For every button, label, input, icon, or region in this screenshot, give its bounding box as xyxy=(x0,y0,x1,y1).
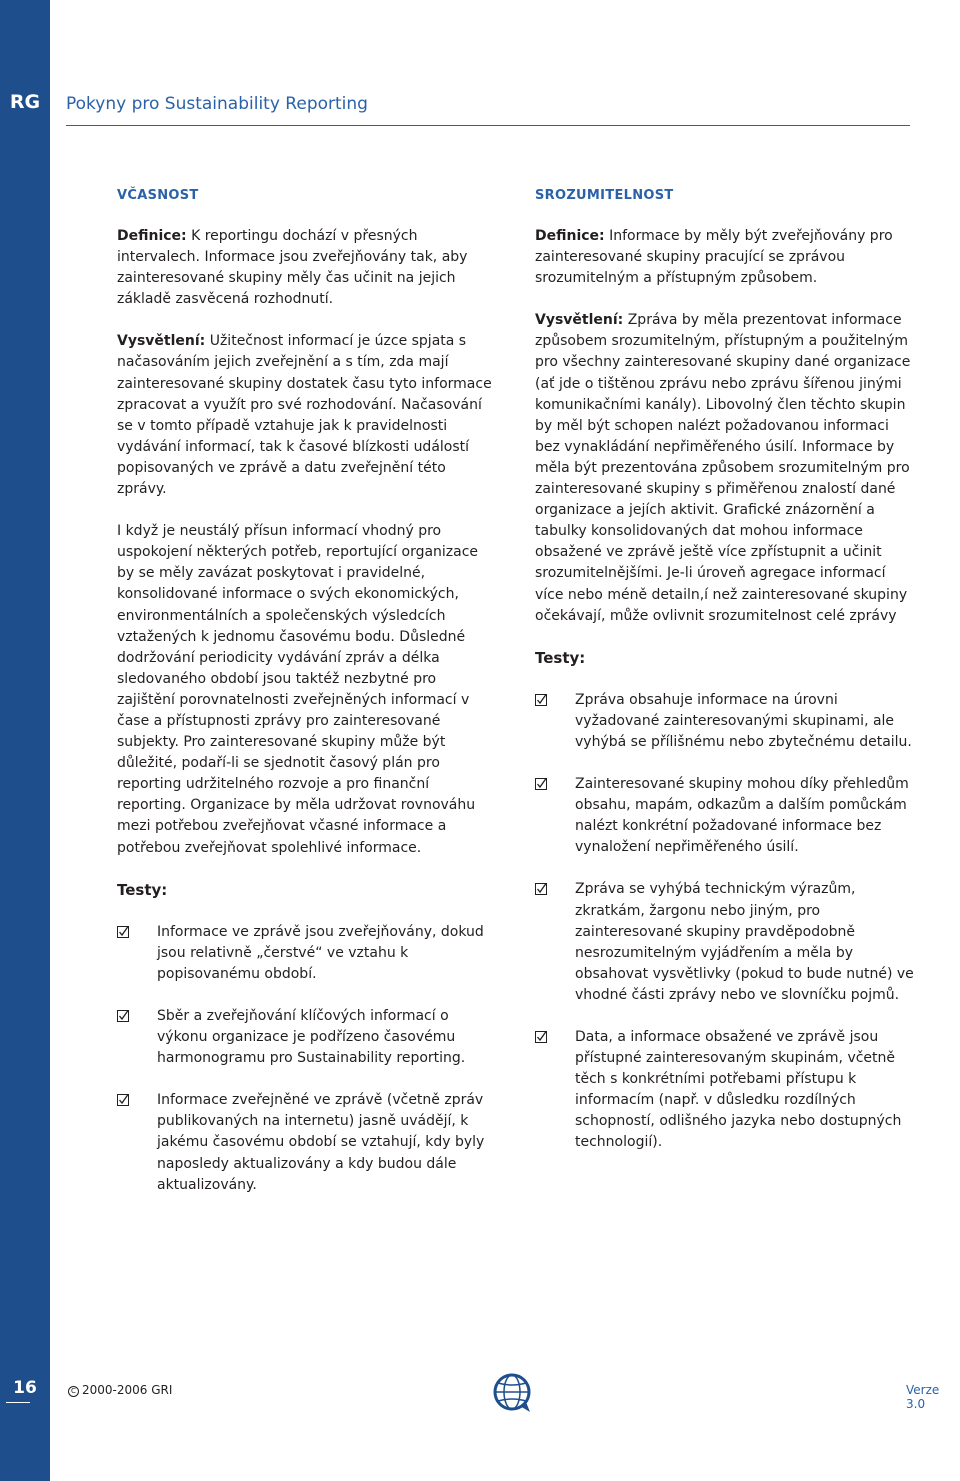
explanation-label: Vysvětlení: xyxy=(117,333,206,350)
header-divider xyxy=(66,125,910,126)
explanation-text: Užitečnost informací je úzce spjata s načasováním jejich zveřejnění a s tím, zda mají zainteresované skupiny dostatek času tyto informace zpracovat a využít pro své rozhodování. Načasování se v tomto případě vztahuje jak k pravidelnosti vydávání informací, tak k časové blízkosti událostí popisovaných ve zprávě a datu zveřejnění této zprávy. xyxy=(117,333,492,498)
section-label: RG xyxy=(9,91,41,113)
test-item xyxy=(535,1027,915,1154)
copyright-text: 2000-2006 GRI xyxy=(82,1383,173,1397)
left-column xyxy=(117,185,497,1217)
definition-label: Definice: xyxy=(117,228,187,244)
checkbox-checked-icon xyxy=(535,883,547,895)
test-item xyxy=(535,879,915,1006)
test-item xyxy=(117,922,497,985)
definition-label: Definice: xyxy=(535,228,605,244)
checkbox-checked-icon xyxy=(535,778,547,790)
test-item xyxy=(535,774,915,858)
checkbox-checked-icon xyxy=(117,1094,129,1106)
explanation-paragraph xyxy=(117,331,497,500)
page-number: 16 xyxy=(13,1378,37,1398)
copyright-icon: C xyxy=(68,1386,79,1397)
page-title: Pokyny pro Sustainability Reporting xyxy=(66,94,368,114)
version-label: Verze 3.0 xyxy=(906,1383,940,1411)
checkbox-checked-icon xyxy=(535,1031,547,1043)
section-heading-clarity: SROZUMITELNOST xyxy=(535,188,674,203)
checkbox-checked-icon xyxy=(535,694,547,706)
test-item xyxy=(117,1006,497,1069)
definition-paragraph xyxy=(117,226,497,310)
section-heading-timeliness: VČASNOST xyxy=(117,188,199,203)
test-item xyxy=(117,1090,497,1195)
definition-text: K reportingu dochází v přesných intervalech. Informace jsou zveřejňovány tak, aby zainteresované skupiny měly čas učinit na jejich základě zasvěcená rozhodnutí. xyxy=(117,228,468,308)
test-text: Informace ve zprávě jsou zveřejňovány, dokud jsou relativně „čerstvé“ ve vztahu k popisovanému období. xyxy=(157,923,484,982)
footer-copyright xyxy=(68,1383,172,1397)
checkbox-checked-icon xyxy=(117,926,129,938)
test-text: Data, a informace obsažené ve zprávě jsou přístupné zainteresovaným skupinám, včetně těch s konkrétními potřebami přístupu k informacím (např. v důsledku rozdílných schopností, odlišného jazyka nebo dostupných technologií). xyxy=(575,1029,902,1151)
tests-heading: Testy: xyxy=(535,648,586,667)
test-item xyxy=(535,690,915,753)
explanation-label: Vysvětlení: xyxy=(535,312,624,329)
explanation-text: Zpráva by měla prezentovat informace způsobem srozumitelným, přístupným a použitelným pro všechny zainteresované skupiny dané organizace (ať jde o tištěnou zprávu nebo zprávu šířenou jinými komunikačními kanály). Libovolný člen těchto skupin by měl být schopen nalézt požadovanou informaci bez vynakládání nepřiměřeného úsilí. Informace by měla být prezentována způsobem srozumitelným pro zainteresované skupiny s přiměřenou znalostí dané organizace a jejích aktivit. Grafické znázornění a tabulky konsolidovaných dat mohou informace obsažené ve zprávě ještě více zpřístupnit a učinit srozumitelnějšími. Je-li úroveň agregace informací více nebo méně detailn,í než zainteresované skupiny očekávají, může ovlivnit srozumitelnost celé zprávy xyxy=(535,312,911,624)
checkbox-checked-icon xyxy=(117,1010,129,1022)
right-column xyxy=(535,185,915,1175)
test-text: Informace zveřejněné ve zprávě (včetně zpráv publikovaných na internetu) jasně uvádějí, k jakému časovému období se vztahují, kdy byly naposledy aktualizovány a kdy budou dále aktualizovány. xyxy=(157,1092,485,1193)
test-text: Zpráva se vyhýbá technickým výrazům, zkratkám, žargonu nebo jiným, pro zainteresované skupiny pravděpodobně nesrozumitelným vyjádřením a měla by obsahovat vysvětlivky (pokud to bude nutné) ve vhodné části zprávy nebo ve slovníčku pojmů. xyxy=(575,881,914,1003)
test-text: Sběr a zveřejňování klíčových informací o výkonu organizace je podřízeno časovému harmonogramu pro Sustainability reporting. xyxy=(157,1008,466,1067)
test-text: Zainteresované skupiny mohou díky přehledům obsahu, mapám, odkazům a dalším pomůckám nalézt konkrétní požadované informace bez vynaložení nepřiměřeného úsilí. xyxy=(575,776,909,856)
body-paragraph: I když je neustálý přísun informací vhodný pro uspokojení některých potřeb, reportující organizace by se měly zavázat poskytovat i pravidelné, konsolidované informace o svých ekonomických, environmentálních a společenských výsledcích vztažených k jednomu časovému bodu. Důsledné dodržování periodicity vydávání zpráv a délka sledovaného období jsou taktéž nezbytné pro zajištění porovnatelnosti zveřejněných informací v čase a přístupnosti zprávy pro zainteresované subjekty. Pro zainteresované skupiny může být důležité, podaří-li se sjednotit časový plán pro reporting udržitelného rozvoje a pro finanční reporting. Organizace by měla udržovat rovnováhu mezi potřebou zveřejňovat včasné informace a potřebou zveřejňovat spolehlivé informace. xyxy=(117,523,479,856)
definition-text: Informace by měly být zveřejňovány pro zainteresované skupiny pracující se zprávou srozumitelným a přístupným způsobem. xyxy=(535,228,893,287)
definition-paragraph xyxy=(535,226,915,289)
explanation-paragraph xyxy=(535,310,915,626)
test-text: Zpráva obsahuje informace na úrovni vyžadované zainteresovanými skupinami, ale vyhýbá se přílišnému nebo zbytečnému detailu. xyxy=(575,691,912,750)
gri-globe-logo-icon xyxy=(490,1370,534,1414)
sidebar xyxy=(0,0,50,1481)
page-number-underline xyxy=(6,1402,30,1403)
tests-heading: Testy: xyxy=(117,880,168,899)
